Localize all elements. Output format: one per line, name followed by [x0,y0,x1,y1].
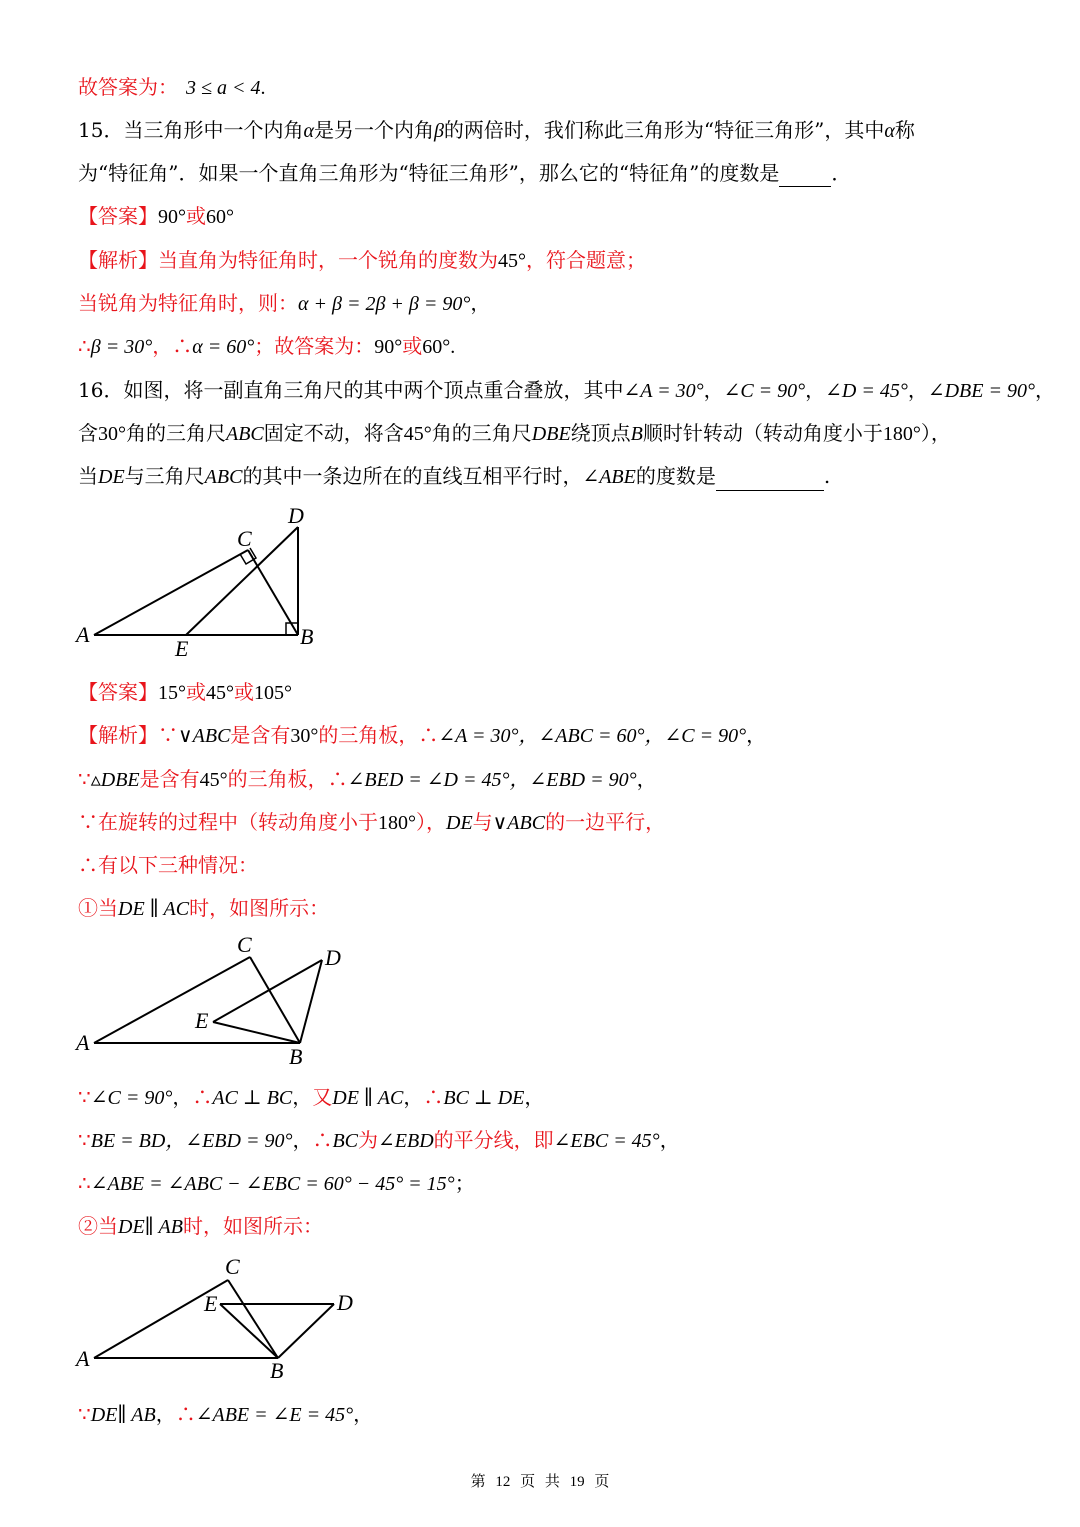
analysis-q15-line-3: ∴β = 30°，∴α = 60°；故答案为：90°或60°. [78,334,456,358]
case-2-heading: ②当DE∥ AB时，如图所示： [78,1214,323,1238]
question-16-line-3: 当DE与三角尺ABC的其中一条边所在的直线互相平行时，∠ABE的度数是 . [78,462,1010,491]
question-16-line-1: 16．如图，将一副直角三角尺的其中两个顶点重合叠放，其中∠A = 30°，∠C = 90°，∠D = 45°，∠DBE = 90°， [78,378,1055,402]
case-1-heading: ①当DE ∥ AC时，如图所示： [78,896,330,920]
answer-blank [716,470,824,491]
answer-line-q14: 故答案为： 3 ≤ a < 4. [78,75,266,99]
question-16-line-2: 含30°角的三角尺ABC固定不动，将含45°角的三角尺DBE绕顶点B顺时针转动（转动角度小于180°）， [78,421,951,445]
segment-bd [300,960,322,1043]
label-e: E [204,1291,218,1316]
label-c: C [237,526,252,551]
label-a: A [76,1346,90,1371]
figure-case-1 [70,928,370,1068]
analysis-q16-line-2: ∵▵DBE是含有45°的三角板，∴∠BED = ∠D = 45°，∠EBD = 90°， [78,767,657,791]
label-b: B [289,1044,303,1069]
label-b: B [300,624,314,649]
page-footer: 第 12 页 共 19 页 [470,1474,610,1490]
answer-q15: 【答案】90°或60° [78,204,234,228]
analysis-q16-line-1: 【解析】∵∨ABC是含有30°的三角板，∴∠A = 30°，∠ABC = 60°，∠C = 90°， [78,723,767,747]
answer-blank [779,166,831,187]
case-1-line-1: ∵∠C = 90°，∴AC ⊥ BC，又DE ∥ AC，∴BC ⊥ DE， [78,1085,545,1109]
segment-ac [94,957,250,1043]
segment-eb [213,1022,300,1043]
segment-ac [94,550,248,635]
figure-case-2 [70,1250,370,1390]
segment-db [278,1304,334,1358]
case-2-line-1: ∵DE∥ AB，∴∠ABE = ∠E = 45°， [78,1402,374,1426]
label-d: D [288,503,304,528]
label-a: A [76,622,90,647]
answer-q16: 【答案】15°或45°或105° [78,680,292,704]
label-c: C [237,932,252,957]
label-c: C [225,1254,240,1279]
analysis-q15-line-2: 当锐角为特征角时，则：α + β = 2β + β = 90°， [78,291,491,315]
label-e: E [175,636,189,661]
figure-triangles-original [70,500,350,670]
segment-cb [250,957,300,1043]
question-15-line-1: 15．当三角形中一个内角α是另一个内角β的两倍时，我们称此三角形为“特征三角形”，其中α称 [78,118,915,142]
case-1-line-2: ∵BE = BD，∠EBD = 90°，∴BC为∠EBD的平分线，即∠EBC = 45°， [78,1128,680,1152]
analysis-q15-line-1: 【解析】当直角为特征角时，一个锐角的度数为45°，符合题意； [78,248,646,272]
case-1-line-3: ∴∠ABE = ∠ABC − ∠EBC = 60° − 45° = 15°； [78,1171,475,1195]
analysis-q16-line-3: ∵在旋转的过程中（转动角度小于180°），DE与∨ABC的一边平行， [78,810,666,834]
analysis-q16-line-4: ∴有以下三种情况： [78,853,258,877]
label-b: B [270,1358,284,1383]
label-e: E [195,1008,209,1033]
label-d: D [325,945,341,970]
label-d: D [337,1290,353,1315]
label-a: A [76,1030,90,1055]
question-15-line-2: 为“特征角”．如果一个直角三角形为“特征三角形”，那么它的“特征角”的度数是 ． [78,161,852,185]
